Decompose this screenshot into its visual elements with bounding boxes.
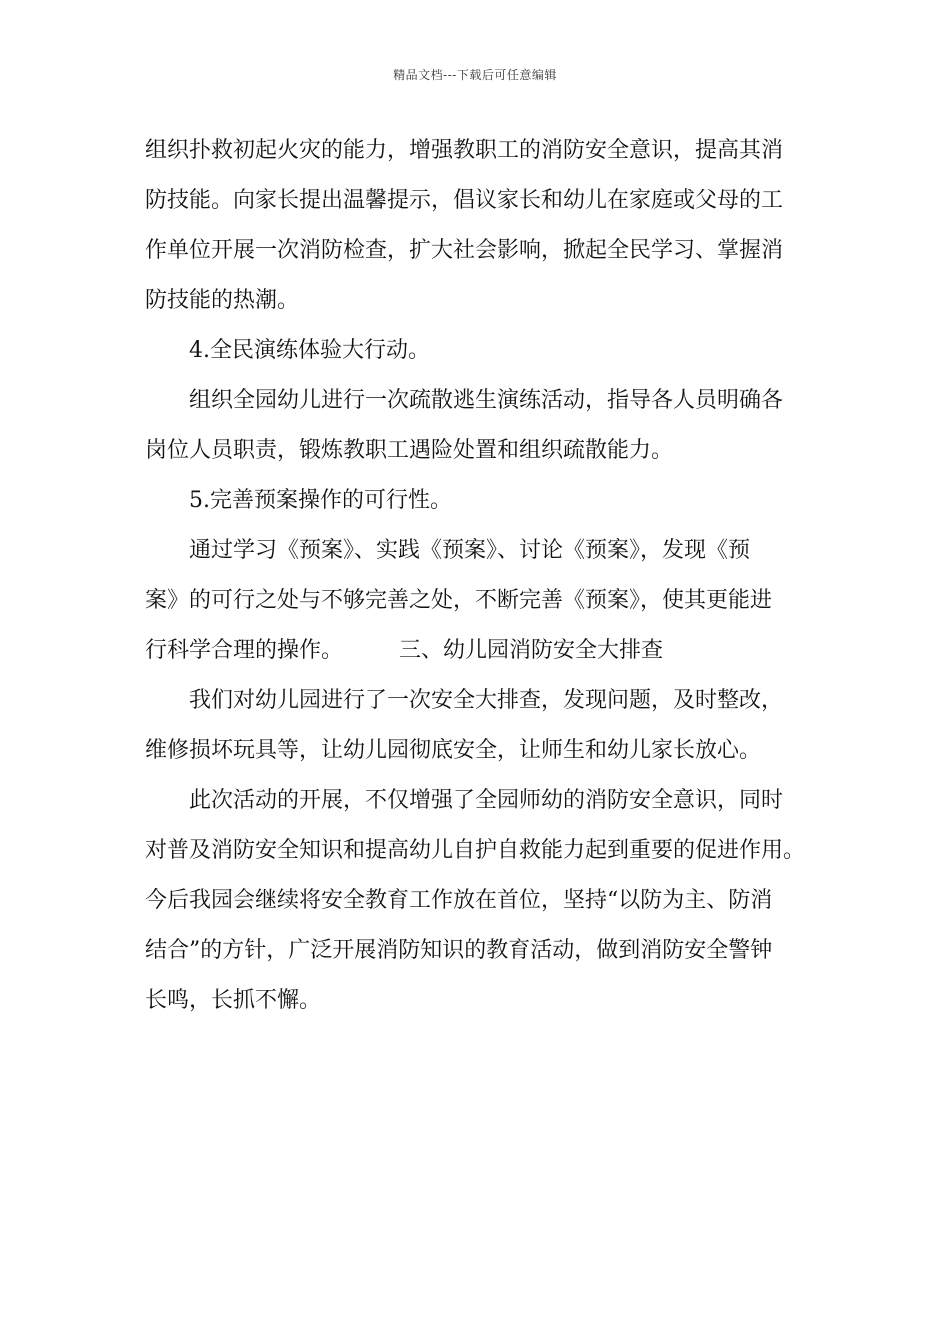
body-line: 岗位人员职责，锻炼教职工遇险处置和组织疏散能力。 bbox=[145, 438, 674, 463]
body-line: 通过学习《预案》、实践《预案》、讨论《预案》，发现《预 bbox=[189, 538, 751, 563]
body-line: 防技能的热潮。 bbox=[145, 288, 300, 313]
body-line: 作单位开展一次消防检查，扩大社会影响，掀起全民学习、掌握消 bbox=[145, 238, 784, 263]
body-line: 我们对幼儿园进行了一次安全大排查，发现问题，及时整改， bbox=[189, 688, 784, 713]
body-line: 对普及消防安全知识和提高幼儿自护自救能力起到重要的促进作用。 bbox=[145, 838, 806, 863]
body-line: 此次活动的开展，不仅增强了全园师幼的消防安全意识，同时 bbox=[189, 788, 784, 813]
body-line: 结合”的方针，广泛开展消防知识的教育活动，做到消防安全警钟 bbox=[145, 938, 773, 963]
document-body bbox=[145, 126, 810, 1026]
section-heading-3: 三、幼儿园消防安全大排查 bbox=[399, 638, 664, 663]
section-heading-5: 5.完善预案操作的可行性。 bbox=[189, 488, 452, 513]
body-line: 组织扑救初起火灾的能力，增强教职工的消防安全意识，提高其消 bbox=[145, 138, 784, 163]
body-line: 今后我园会继续将安全教育工作放在首位，坚持“以防为主、防消 bbox=[145, 888, 773, 913]
section-heading-4: 4.全民演练体验大行动。 bbox=[189, 338, 430, 363]
body-line: 长鸣，长抓不懈。 bbox=[145, 988, 322, 1013]
body-line: 组织全园幼儿进行一次疏散逃生演练活动，指导各人员明确各 bbox=[189, 388, 784, 413]
body-line: 案》的可行之处与不够完善之处，不断完善《预案》，使其更能进 bbox=[145, 588, 773, 613]
page-header: 精品文档---下载后可任意编辑 bbox=[393, 68, 557, 82]
body-line-fragment: 行科学合理的操作。 bbox=[145, 638, 344, 663]
body-line: 防技能。向家长提出温馨提示，倡议家长和幼儿在家庭或父母的工 bbox=[145, 188, 784, 213]
mixed-line bbox=[145, 626, 810, 676]
body-line: 维修损坏玩具等，让幼儿园彻底安全，让师生和幼儿家长放心。 bbox=[145, 738, 762, 763]
